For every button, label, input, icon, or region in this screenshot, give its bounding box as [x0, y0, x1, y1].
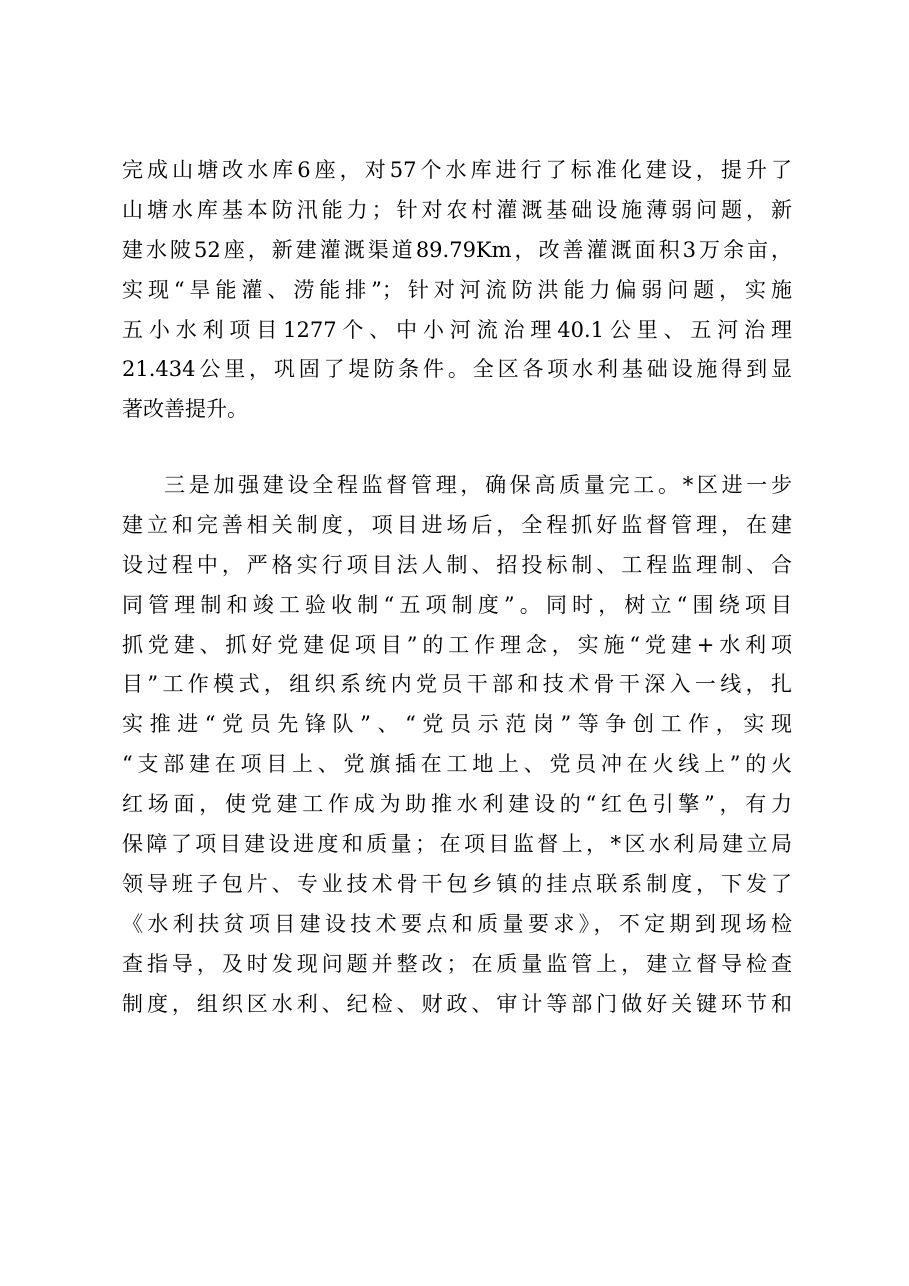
text-line: 查指导，及时发现问题并整改；在质量监管上，建立督导检查	[122, 951, 792, 976]
text-line: 五小水利项目1277个、中小河流治理40.1公里、五河治理	[122, 317, 792, 342]
text-line: 山塘水库基本防汛能力；针对农村灌溉基础设施薄弱问题，新	[122, 197, 792, 222]
text-line: 保障了项目建设进度和质量；在项目监督上，*区水利局建立局	[122, 832, 792, 857]
text-line: 完成山塘改水库6座，对57个水库进行了标准化建设，提升了	[122, 158, 792, 182]
text-line: 实现“旱能灌、涝能排”；针对河流防洪能力偏弱问题，实施	[122, 277, 792, 302]
text-line: 著改善提升。	[122, 397, 248, 422]
text-line: 设过程中，严格实行项目法人制、招投标制、工程监理制、合	[122, 552, 792, 577]
text-line: 21.434公里，巩固了堤防条件。全区各项水利基础设施得到显	[122, 357, 792, 382]
text-line: 制度，组织区水利、纪检、财政、审计等部门做好关键环节和	[122, 991, 792, 1016]
text-line: “支部建在项目上、党旗插在工地上、党员冲在火线上”的火	[122, 752, 792, 777]
text-line: 建立和完善相关制度，项目进场后，全程抓好监督管理，在建	[122, 512, 792, 537]
text-line: 建水陂52座，新建灌溉渠道89.79Km，改善灌溉面积3万余亩，	[122, 237, 792, 262]
text-line: 抓党建、抓好党建促项目”的工作理念，实施“党建+水利项	[122, 632, 792, 657]
text-line: 《水利扶贫项目建设技术要点和质量要求》，不定期到现场检	[122, 911, 792, 936]
text-line: 领导班子包片、专业技术骨干包乡镇的挂点联系制度，下发了	[122, 871, 792, 896]
paragraph-supervision-management	[122, 466, 792, 1024]
paragraph-water-infrastructure	[122, 151, 792, 430]
text-line: 实推进“党员先锋队”、“党员示范岗”等争创工作，实现	[122, 712, 792, 737]
text-line: 同管理制和竣工验收制“五项制度”。同时，树立“围绕项目	[122, 592, 792, 617]
text-line: 目”工作模式，组织系统内党员干部和技术骨干深入一线，扎	[122, 672, 792, 697]
text-line: 红场面，使党建工作成为助推水利建设的“红色引擎”，有力	[122, 792, 792, 817]
text-line: 三是加强建设全程监督管理，确保高质量完工。*区进一步	[164, 473, 792, 497]
